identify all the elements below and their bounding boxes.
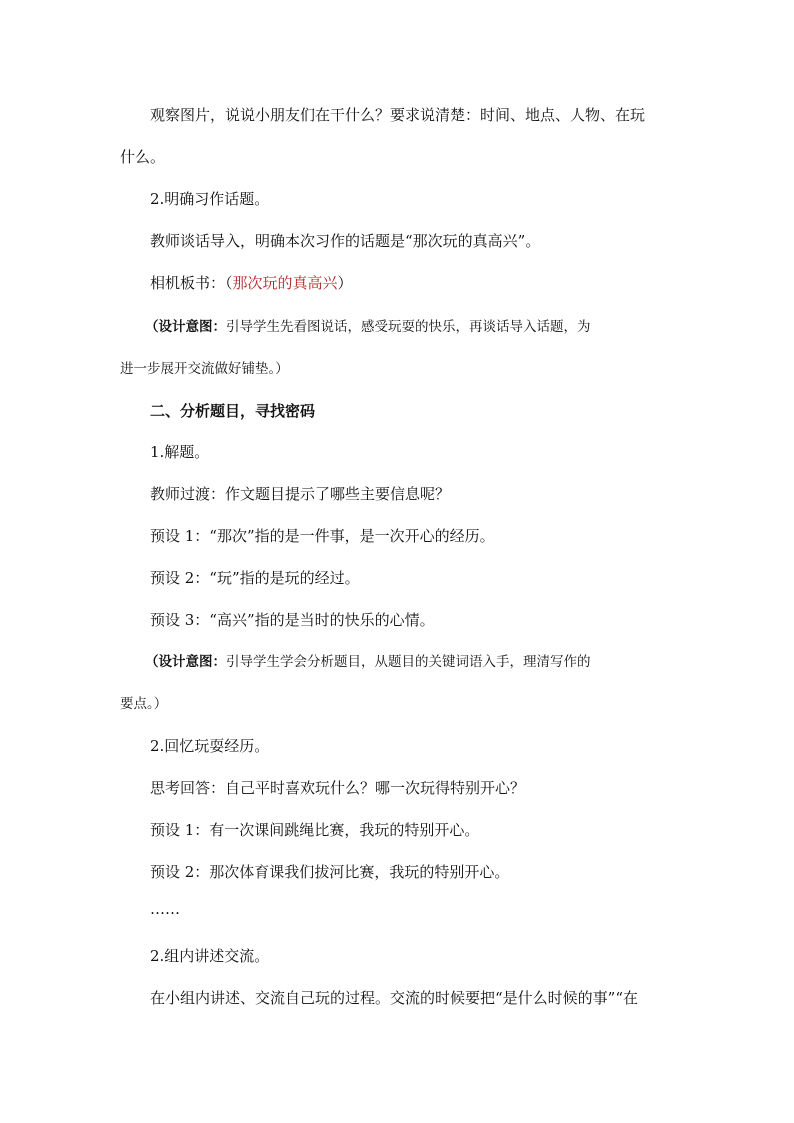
ellipsis: …… [150,900,180,918]
paragraph-line: 教师谈话导入，明确本次习作的话题是“那次玩的真高兴”。 [150,232,541,250]
paragraph-line: 观察图片，说说小朋友们在干什么？要求说清楚：时间、地点、人物、在玩 [150,106,646,124]
board-close: ） [337,274,353,292]
preset-line: 预设 1：“那次”指的是一件事，是一次开心的经历。 [150,527,495,545]
preset-line: 预设 1：有一次课间跳绳比赛，我玩的特别开心。 [150,821,480,839]
step-title: 2.组内讲述交流。 [150,947,270,965]
paragraph-line: 在小组内讲述、交流自己玩的过程。交流的时候要把“是什么时候的事”“在 [150,989,639,1007]
board-open: （ [225,274,233,292]
board-topic: 那次玩的真高兴 [232,274,338,292]
step-title: 2.回忆玩耍经历。 [150,737,270,755]
preset-line: 预设 2：那次体育课我们拔河比赛，我玩的特别开心。 [150,863,510,881]
paragraph-line: 思考回答：自己平时喜欢玩什么？哪一次玩得特别开心？ [150,779,526,797]
design-note-label: （设计意图： [145,319,226,335]
design-note-continued: 要点。） [120,696,168,712]
paragraph-line: 什么。 [120,148,166,166]
step-title: 1.解题。 [150,443,210,461]
step-title: 2.明确习作话题。 [150,190,270,208]
board-prefix: 相机板书： [150,274,226,292]
design-note-label: （设计意图： [145,654,226,670]
design-note [145,651,591,673]
design-note-text: 引导学生先看图说话，感受玩耍的快乐，再谈话导入话题，为 [226,319,591,335]
preset-line: 预设 2：“玩”指的是玩的经过。 [150,569,360,587]
design-note [145,316,591,338]
design-note-text: 引导学生学会分析题目，从题目的关键词语入手，理清写作的 [226,654,591,670]
preset-line: 预设 3：“高兴”指的是当时的快乐的心情。 [150,611,435,629]
section-heading: 二、分析题目，寻找密码 [150,402,316,420]
design-note-continued: 进一步展开交流做好铺垫。） [120,361,289,377]
board-writing [150,272,353,294]
paragraph-line: 教师过渡：作文题目提示了哪些主要信息呢？ [150,485,451,503]
